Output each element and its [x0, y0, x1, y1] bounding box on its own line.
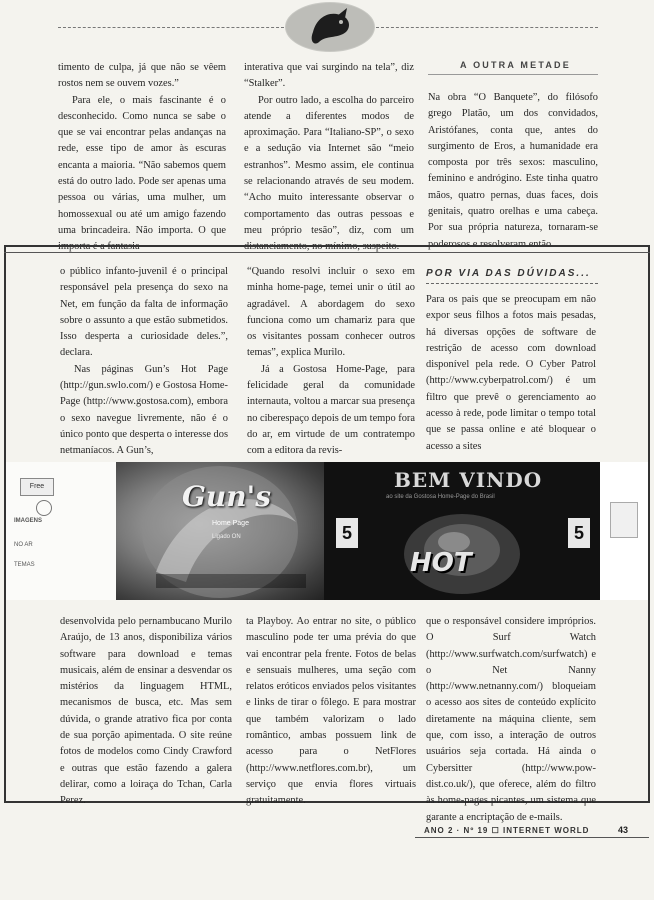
- box-inner-top-line: [4, 252, 650, 253]
- box-column-2-top: [247, 264, 415, 460]
- guns-bottom-bar: [156, 574, 306, 588]
- box-sidebar-para: Para os pais que se preocupam em não expor seus filhos a fotos mais pesadas, há diversas opções de software de restrição de acesso com download disponível pela rede. O Cyber Patrol (http://www.cyberpatrol.com/) é um filtro que prevê o gerenciamento ao acesso à rede, pode limitar o tempo total que se passa online e até bloquear o acesso a sites: [426, 294, 596, 452]
- hot-page-art: [324, 462, 600, 600]
- box-column-1-bottom: [60, 614, 232, 810]
- top-column-2: [244, 60, 414, 256]
- free-badge: Free: [20, 478, 54, 496]
- box-column-1-top: [60, 264, 228, 460]
- sidebar-top-rule: [428, 74, 598, 75]
- sidebar-outra-metade-text: [428, 90, 598, 253]
- box-sidebar-title-rule: [426, 283, 598, 284]
- header-rule-left: [58, 27, 284, 28]
- header-rule-right: [376, 27, 598, 28]
- page-number: 43: [618, 825, 629, 835]
- screenshot-guns-hot-page: [116, 462, 324, 600]
- box-col2-para-2: Já a Gostosa Home-Page, para felicidade geral da comunidade internauta, voltou a marcar sua presença no ciberespaço depois de um tempo fora do ar, em virtude de um contratempo com a editora da revis-: [247, 363, 415, 457]
- footer-issue-info: ANO 2 · Nº 19 ☐ INTERNET WORLD: [424, 826, 590, 835]
- box-col2-para-1: “Quando resolvi incluir o sexo em minha home-page, temei unir o útil ao agradável. A abordagem do sexo funciona como um chamariz para que os visitantes possam conhecer outros temas”, explica Murilo.: [247, 266, 415, 359]
- guns-logo-text: Gun's: [182, 480, 271, 513]
- hot-badge-right: 5: [568, 518, 590, 548]
- box-sidebar-title: POR VIA DAS DÚVIDAS...: [426, 268, 591, 279]
- box-sidebar-text: [426, 292, 596, 455]
- strip-label-2: NO AR: [14, 542, 33, 548]
- header-emblem-image: [285, 2, 375, 52]
- hot-logo-text: HOT: [410, 548, 472, 578]
- sidebar-title-outra-metade: A OUTRA METADE: [460, 60, 571, 70]
- guns-subtitle-1: Home Page: [212, 520, 249, 527]
- box-col2-bottom-para: ta Playboy. Ao entrar no site, o público masculino pode ter uma prévia do que vai encontrar pela frente. Fotos de belas e sensuais mulheres, uma seção com relatos eróticos enviados pelos visitantes e links de tirar o fôlego. E para mostrar que também valorizam o lado romântico, ambas possuem link de acesso para o NetFlores (http://www.netflores.com.br), um serviço que envia flores virtuais gratuitamente.: [246, 616, 416, 807]
- top-col1-para-1: timento de culpa, já que não se vêem rostos nem se ouvem vozes.”: [58, 62, 226, 90]
- top-col2-para-2: Por outro lado, a escolha do parceiro atende a diferentes modos de aproximação. Para “Italiano-SP”, o sexo e a sedução via Internet são “meio estranhos”. Mesmo assim, ele continua se relacionando através de seu modem. “Acho muito interessante observar o comportamento das outras pessoas e meu próprio tesão”, diz, com um distanciamento, no mínimo, suspeito.: [244, 94, 414, 253]
- box-col1-bottom-para: desenvolvida pelo pernambucano Murilo Araújo, de 13 anos, disponibiliza vários software para download e temas musicais, além de ensinar a desvendar os mistérios da linguagem HTML, mecanismos de busca, etc. Mas sem dúvida, o grande atrativo fica por conta de sua porção apimentada. O site reúne fotos de modelos como Cindy Crawford e outras que estão fazendo a galera delirar, como a loiraça do Tchan, Carla Perez.: [60, 616, 232, 807]
- box-column-2-bottom: [246, 614, 416, 810]
- top-col1-para-2: Para ele, o mais fascinante é o desconhecido. Como nunca se sabe o que se vai encontrar pelas andanças na rede, esse tipo de amor às escuras encanta a maioria. “Não sabemos quem está do outro lado. Pode ser apenas uma pessoa ou várias, uma mulher, um homossexual ou até um amigo fazendo uma brincadeira. Não importa. O que importa é a fantasia: [58, 94, 226, 253]
- strip-circle-icon: [36, 500, 52, 516]
- top-column-1: [58, 60, 226, 256]
- hot-welcome-title: BEM VINDO: [394, 468, 543, 492]
- screenshot-gostosa-home-page: [324, 462, 600, 600]
- box-col1-para-2: Nas páginas Gun’s Hot Page (http://gun.swlo.com/) e Gostosa Home-Page (http://www.gostosa.com), embora o sexo navegue livremente, não é o único ponto que desperta o interesse dos netmaníacos. A Gun’s,: [60, 363, 228, 457]
- box-col3-bottom-para: que o responsável considere impróprios. O Surf Watch (http://www.surfwatch.com/surfwatch) e o Net Nanny (http://www.netnanny.com/) bloqueiam o acesso aos sites de conteúdo explícito diretamente na máquina cliente, sem que, com isso, a interação de outros usuários seja cortada. Há ainda o Cybersitter (http://www.pow-dist.co.uk/), que oferece, além do filtro às home-pages picantes, um sistema que garante a encriptação de e-mails.: [426, 616, 596, 823]
- guns-subtitle-2: Ligado ON: [212, 534, 241, 540]
- box-col1-para-1: o público infanto-juvenil é o principal responsável pela presença do sexo na Net, em função da falta de informação sobre o assunto a que estão submetidos. Isso desperta a curiosidade deles.”, declara.: [60, 266, 228, 359]
- sidebar-outra-metade-para: Na obra “O Banquete”, do filósofo grego Platão, um dos convidados, Aristófanes, conta que, antes do surgimento de Eros, a humanidade era composta por três sexos: masculino, feminino e andrógino. Este tinha quatro mãos, quatro pernas, duas faces, dois genitais, quatro orelhas e uma cabeça. Por sua própria natureza, tornaram-se poderosos e resolveram então: [428, 92, 598, 250]
- strip-label-1: IMAGENS: [14, 518, 43, 524]
- hot-welcome-subtitle: ao site da Gostosa Home-Page do Brasil: [386, 494, 495, 500]
- footer-rule: [415, 837, 649, 838]
- box-column-3-bottom: [426, 614, 596, 826]
- screenshot-right-strip: [600, 462, 648, 600]
- screenshot-left-strip: [6, 462, 116, 600]
- hot-badge-left: 5: [336, 518, 358, 548]
- strip-label-3: TEMAS: [14, 562, 35, 568]
- right-strip-icon: [610, 502, 638, 538]
- top-col2-para-1: interativa que vai surgindo na tela”, diz “Stalker”.: [244, 62, 414, 90]
